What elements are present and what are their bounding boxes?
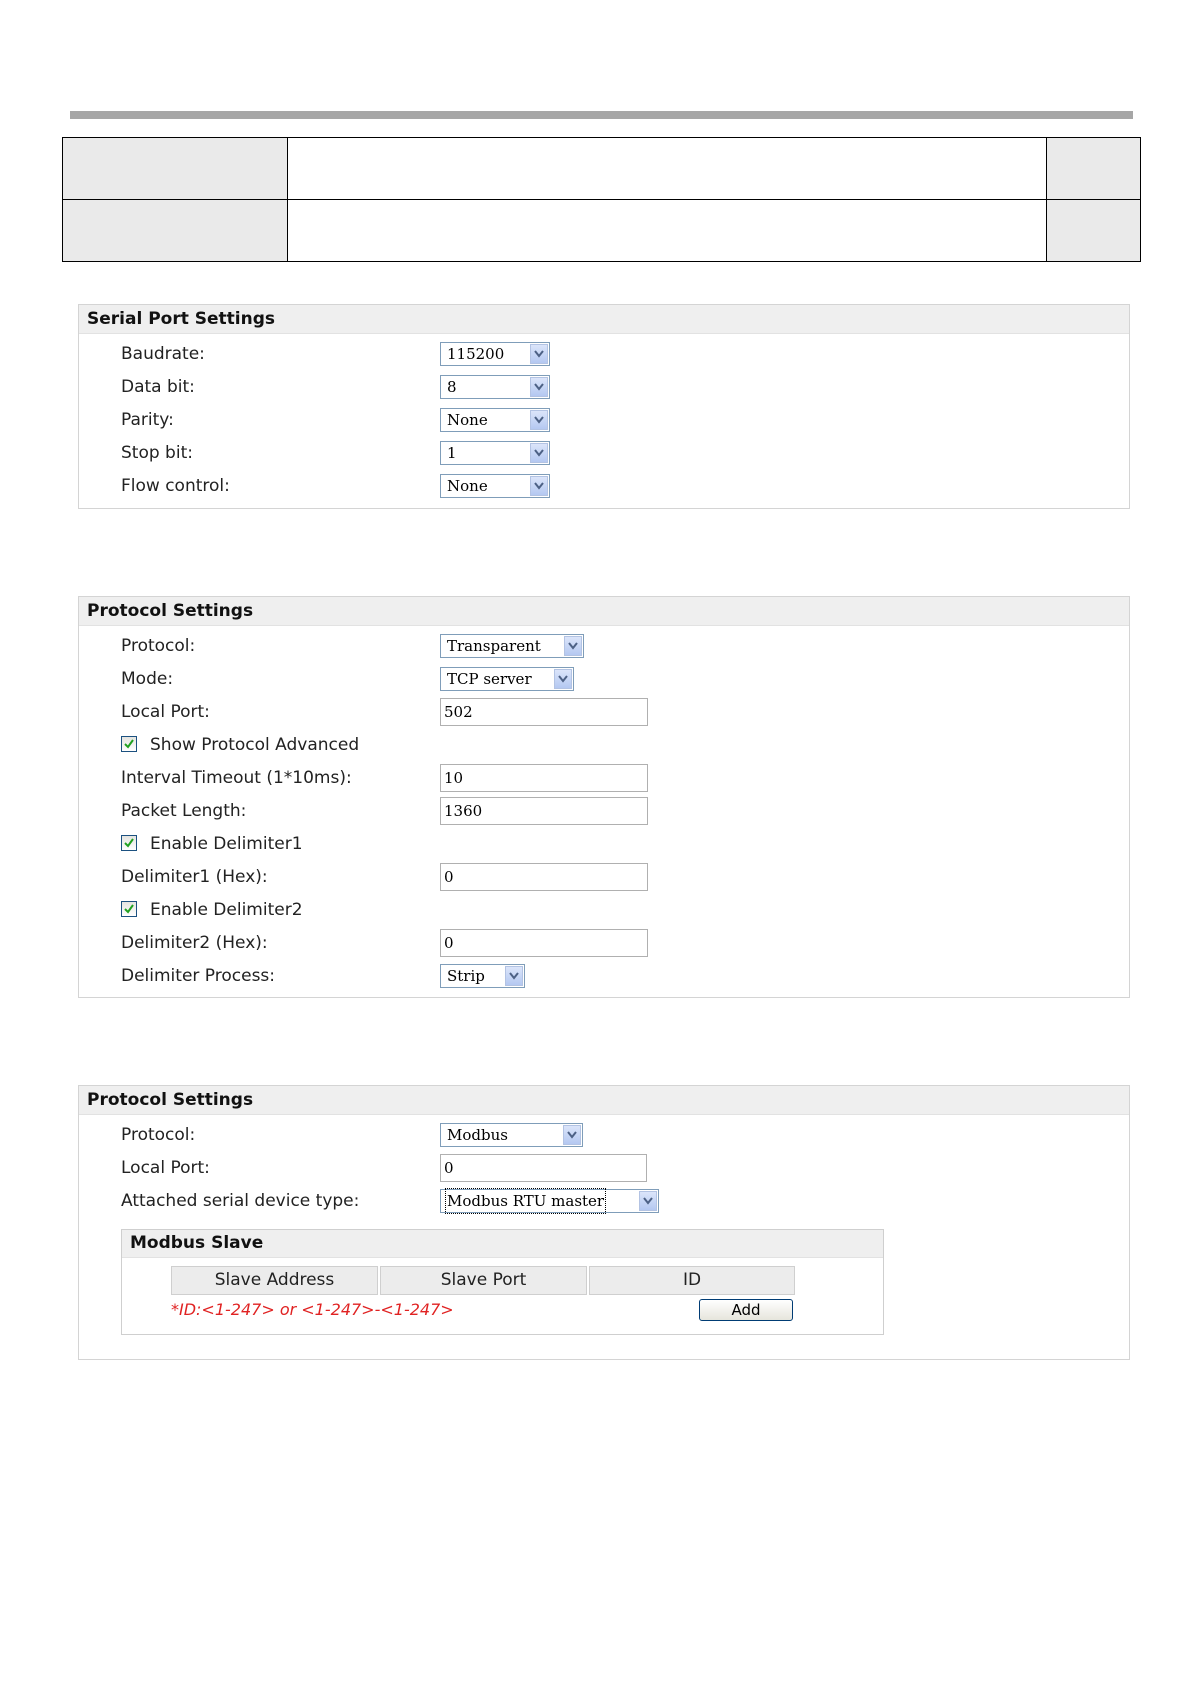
attached-device-label: Attached serial device type:: [121, 1191, 360, 1211]
stop-bit-value: 1: [447, 444, 457, 462]
chevron-down-icon[interactable]: [564, 636, 582, 656]
chevron-down-icon[interactable]: [505, 966, 523, 986]
modbus-slave-table-header: [171, 1266, 797, 1295]
delimiter2-value: 0: [444, 934, 454, 952]
modbus-local-port-value: 0: [444, 1159, 454, 1177]
interval-timeout-label: Interval Timeout (1*10ms):: [121, 768, 352, 788]
header-table: [62, 137, 1141, 262]
serial-port-settings-panel: [78, 304, 1130, 509]
header-table-cell: [287, 200, 1046, 262]
delimiter1-input[interactable]: [440, 863, 648, 891]
chevron-down-icon[interactable]: [530, 443, 548, 463]
header-table-cell: [1047, 138, 1141, 200]
packet-length-input[interactable]: [440, 797, 648, 825]
panel-title: Serial Port Settings: [79, 305, 1129, 334]
baudrate-label: Baudrate:: [121, 344, 205, 364]
delimiter-process-label: Delimiter Process:: [121, 966, 276, 986]
flow-control-select[interactable]: [440, 474, 550, 498]
local-port-value: 502: [444, 703, 473, 721]
delimiter1-value: 0: [444, 868, 454, 886]
enable-delimiter2-checkbox[interactable]: [121, 901, 137, 917]
chevron-down-icon[interactable]: [530, 410, 548, 430]
protocol-label: Protocol:: [121, 636, 196, 656]
delimiter-process-value: Strip: [447, 967, 485, 985]
attached-device-select[interactable]: [440, 1189, 659, 1213]
parity-label: Parity:: [121, 410, 174, 430]
local-port-label: Local Port:: [121, 702, 210, 722]
local-port-input[interactable]: [440, 698, 648, 726]
parity-value: None: [447, 411, 488, 429]
header-table-cell: [63, 138, 288, 200]
flow-control-value: None: [447, 477, 488, 495]
header-table-cell: [1047, 200, 1141, 262]
data-bit-select[interactable]: [440, 375, 550, 399]
enable-delimiter1-label: Enable Delimiter1: [150, 834, 303, 854]
chevron-down-icon[interactable]: [530, 344, 548, 364]
mode-value: TCP server: [447, 670, 532, 688]
column-header-id: ID: [589, 1266, 795, 1295]
delimiter2-input[interactable]: [440, 929, 648, 957]
packet-length-value: 1360: [444, 802, 483, 820]
data-bit-value: 8: [447, 378, 457, 396]
mode-label: Mode:: [121, 669, 174, 689]
protocol-settings-transparent-panel: [78, 596, 1130, 998]
protocol-select[interactable]: [440, 634, 584, 658]
attached-device-value: Modbus RTU master: [447, 1192, 605, 1210]
data-bit-label: Data bit:: [121, 377, 195, 397]
stop-bit-label: Stop bit:: [121, 443, 193, 463]
show-advanced-label: Show Protocol Advanced: [150, 735, 360, 755]
header-table-cell: [63, 200, 288, 262]
top-divider-bar: [70, 111, 1133, 119]
protocol-value: Transparent: [447, 637, 541, 655]
delimiter1-label: Delimiter1 (Hex):: [121, 867, 268, 887]
chevron-down-icon[interactable]: [639, 1191, 657, 1211]
baudrate-value: 115200: [447, 345, 505, 363]
header-table-cell: [287, 138, 1046, 200]
parity-select[interactable]: [440, 408, 550, 432]
modbus-protocol-label: Protocol:: [121, 1125, 196, 1145]
modbus-slave-panel: [121, 1229, 884, 1335]
panel-title: Protocol Settings: [79, 597, 1129, 626]
enable-delimiter1-checkbox[interactable]: [121, 835, 137, 851]
baudrate-select[interactable]: [440, 342, 550, 366]
chevron-down-icon[interactable]: [530, 377, 548, 397]
panel-title: Protocol Settings: [79, 1086, 1129, 1115]
modbus-protocol-select[interactable]: [440, 1123, 583, 1147]
protocol-settings-modbus-panel: [78, 1085, 1130, 1360]
modbus-protocol-value: Modbus: [447, 1126, 508, 1144]
interval-timeout-input[interactable]: [440, 764, 648, 792]
header-table-row: [63, 138, 1141, 200]
stop-bit-select[interactable]: [440, 441, 550, 465]
modbus-local-port-input[interactable]: [440, 1154, 647, 1182]
show-advanced-checkbox[interactable]: [121, 736, 137, 752]
delimiter2-label: Delimiter2 (Hex):: [121, 933, 268, 953]
mode-select[interactable]: [440, 667, 574, 691]
packet-length-label: Packet Length:: [121, 801, 247, 821]
chevron-down-icon[interactable]: [554, 669, 572, 689]
chevron-down-icon[interactable]: [530, 476, 548, 496]
chevron-down-icon[interactable]: [563, 1125, 581, 1145]
id-format-hint: *ID:<1-247> or <1-247>-<1-247>: [171, 1300, 454, 1319]
interval-timeout-value: 10: [444, 769, 464, 787]
delimiter-process-select[interactable]: [440, 964, 525, 988]
flow-control-label: Flow control:: [121, 476, 230, 496]
modbus-local-port-label: Local Port:: [121, 1158, 210, 1178]
enable-delimiter2-label: Enable Delimiter2: [150, 900, 303, 920]
header-table-row: [63, 200, 1141, 262]
column-header-slave-address: Slave Address: [171, 1266, 378, 1295]
column-header-slave-port: Slave Port: [380, 1266, 587, 1295]
modbus-slave-title: Modbus Slave: [122, 1230, 883, 1258]
add-button[interactable]: Add: [699, 1299, 793, 1321]
